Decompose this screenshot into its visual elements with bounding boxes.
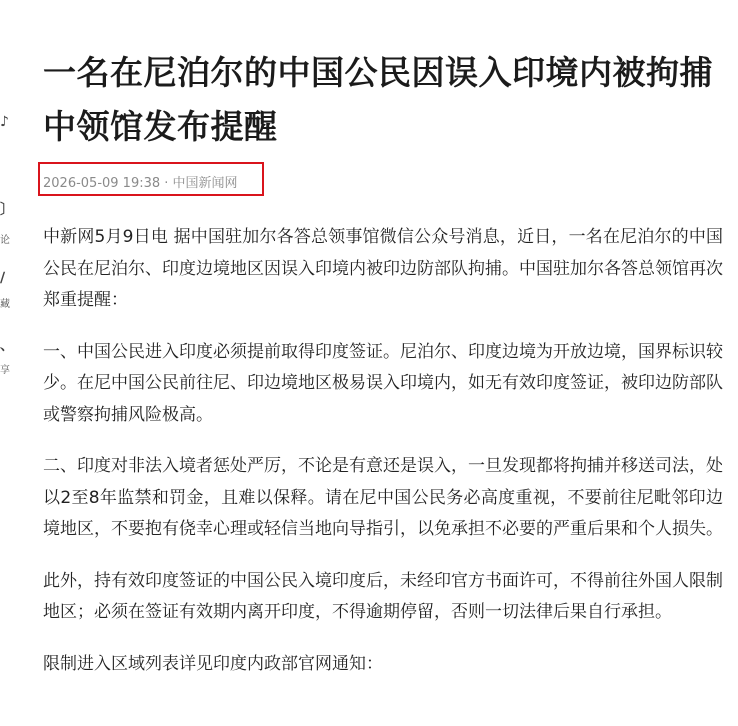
paragraph: 二、印度对非法入境者惩处严厉，不论是有意还是误入，一旦发现都将拘捕并移送司法，处以2至8年监禁和罚金，且难以保释。请在尼中国公民务必高度重视，不要前往尼毗邻印边境地区，不要抱有侥幸心理或轻信当地向导指引，以免承担不必要的严重后果和个人损失。 bbox=[43, 456, 723, 539]
article bbox=[43, 46, 723, 674]
paragraph: 此外，持有效印度签证的中国公民入境印度后，未经印官方书面许可，不得前往外国人限制地区；必须在签证有效期内离开印度，不得逾期停留，否则一切法律后果自行承担。 bbox=[43, 570, 723, 622]
paragraph: 限制进入区域列表详见印度内政部官网通知： bbox=[43, 653, 383, 674]
side-action-rail bbox=[0, 95, 14, 395]
paragraph: 一、中国公民进入印度必须提前取得印度签证。尼泊尔、印度边境为开放边境，国界标识较少。在尼中国公民前往尼、印边境地区极易误入印境内，如无有效印度签证，被印边防部队或警察拘捕风险极高。 bbox=[43, 341, 723, 425]
favorite-label[interactable]: 藏 bbox=[0, 299, 10, 310]
comment-count-icon[interactable]: 〕 bbox=[0, 202, 14, 218]
share-icon[interactable]: 、 bbox=[0, 338, 14, 354]
comment-label[interactable]: 论 bbox=[0, 235, 10, 246]
article-meta: 2026-05-09 19:38 · 中国新闻网 bbox=[43, 176, 238, 191]
share-label[interactable]: 享 bbox=[0, 365, 10, 376]
comment-icon[interactable]: ♪ bbox=[0, 114, 9, 130]
article-body bbox=[43, 222, 723, 700]
article-title: 一名在尼泊尔的中国公民因误入印境内被拘捕 中领馆发布提醒 bbox=[43, 53, 713, 146]
paragraph: 中新网5月9日电 据中国驻加尔各答总领事馆微信公众号消息，近日，一名在尼泊尔的中国公民在尼泊尔、印度边境地区因误入印境内被印边防部队拘捕。中国驻加尔各答总领馆再次郑重提醒： bbox=[43, 227, 723, 310]
favorite-icon[interactable]: ∕ bbox=[0, 270, 6, 286]
